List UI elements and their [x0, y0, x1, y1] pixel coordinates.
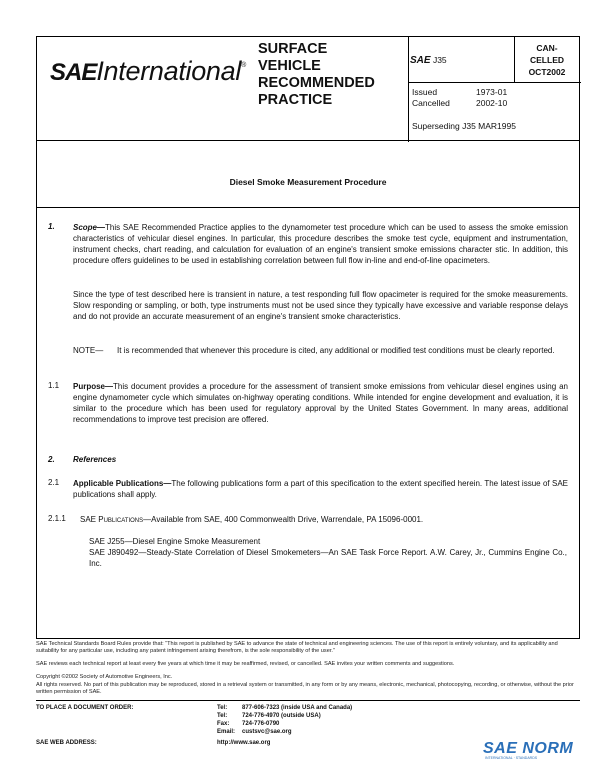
contact-tel-2: 724-776-4970 (outside USA) — [242, 713, 321, 719]
footer-divider — [36, 638, 580, 639]
footer-rights: All rights reserved. No part of this publication may be reproduced, stored in a retrieval system or transmitted, in any form or by any means, electronic, mechanical, photocopying, recording, or otherwise, without the prior written permission of SAE. — [36, 682, 574, 696]
sae-norm-watermark: SAE NORM INTERNATIONAL · STANDARDS — [483, 740, 574, 760]
footer-policy: SAE Technical Standards Board Rules provide that: “This report is published by SAE to advance the state of technical and engineering sciences. The use of this report is entirely voluntary, and its applicability and suitability for any particular use, including any patent infringement arising therefrom, is the sole responsibility of the user.” — [36, 641, 558, 655]
section-1-number: 1. — [48, 222, 55, 231]
section-2-1-number: 2.1 — [48, 478, 60, 487]
footer-review: SAE reviews each technical report at least every five years at which time it may be reaffirmed, revised, or cancelled. SAE invites your written comments and suggestions. — [36, 661, 455, 667]
note-text: It is recommended that whenever this procedure is cited, any additional or modified test conditions must be clearly reported. — [117, 346, 555, 355]
contact-email[interactable]: custsvc@sae.org — [242, 729, 292, 735]
section-2-1-1-number: 2.1.1 — [48, 514, 66, 523]
document-title: Diesel Smoke Measurement Procedure — [229, 177, 387, 187]
web-label: SAE WEB ADDRESS: — [36, 740, 97, 746]
contact-tel-1-label: Tel: — [217, 705, 228, 711]
section-1-1-number: 1.1 — [48, 381, 60, 390]
section-1-paragraph-2: Since the type of test described here is transient in nature, a test responding full flow opacimeter is required for the smoke measurements. Slow responding or sampling, or both, type instruments must not be used since they typically have excessive and variable response delays and do not provide an accurate measurement of an engine's transient smoke characteristics. — [73, 290, 568, 321]
superseding-row: Superseding J35 MAR1995 — [412, 121, 516, 131]
contact-email-label: Email: — [217, 729, 236, 735]
document-number: SAE J35 — [410, 55, 447, 66]
reference-j255: SAE J255—Diesel Engine Smoke Measurement — [89, 537, 261, 546]
contact-fax-label: Fax: — [217, 721, 230, 727]
web-link[interactable]: http://www.sae.org — [217, 740, 271, 746]
section-2-references: References — [73, 455, 117, 464]
section-1-1-purpose: Purpose—This document provides a procedure for the assessment of transient smoke emissions from vehicular diesel engines using an engine dynamometer cycle which simulates on-highway operating conditions. While intended for engine development and evaluation, it is similar to the procedure which has been used for regulatory approval by the United States Government. In many areas, additional recommendations to improve test precision are offered. — [73, 382, 568, 424]
title-box — [36, 141, 580, 208]
section-1-scope: Scope—This SAE Recommended Practice applies to the dynamometer test procedure which can be used to assess the smoke emission characteristics of vehicular diesel engines. In particular, this procedure describes the smoke test cycle, equipment and instrumentation, instrument checks, chart reading, and calculation for evaluation of an engine's transient smoke emissions character stic. In addition, this procedure offers guidelines to be used in establishing correlation between full flow in-line and end-of-line opacimeters. — [73, 223, 568, 265]
section-2-1-1-sae-publications: SAE Publications—Available from SAE, 400 Commonwealth Drive, Warrendale, PA 15096-0001. — [80, 515, 424, 524]
contact-tel-1: 877-606-7323 (inside USA and Canada) — [242, 705, 353, 711]
issued-row: Issued 1973-01 — [412, 87, 508, 97]
contact-fax: 724-776-0790 — [242, 721, 280, 727]
section-2-number: 2. — [48, 455, 55, 464]
note-label: NOTE— — [73, 346, 104, 355]
order-label: TO PLACE A DOCUMENT ORDER: — [36, 705, 134, 711]
sae-logo: SAEInternational® — [50, 56, 246, 86]
cancelled-stamp: CAN- CELLED OCT2002 — [528, 43, 566, 77]
footer-divider-2 — [36, 700, 580, 701]
document-type: SURFACE VEHICLE RECOMMENDED PRACTICE — [258, 41, 375, 108]
reference-j890492: SAE J890492—Steady-State Correlation of Diesel Smokemeters—An SAE Task Force Report. A.W. Carey, Jr., Cummins Engine Co., Inc. — [89, 548, 567, 568]
section-2-1-publications: Applicable Publications—The following publications form a part of this specification to the extent specified herein. The latest issue of SAE publications shall apply. — [73, 479, 568, 499]
contact-tel-2-label: Tel: — [217, 713, 228, 719]
cancelled-row: Cancelled 2002-10 — [412, 98, 508, 108]
footer-copyright: Copyright ©2002 Society of Automotive Engineers, Inc. — [36, 674, 173, 680]
